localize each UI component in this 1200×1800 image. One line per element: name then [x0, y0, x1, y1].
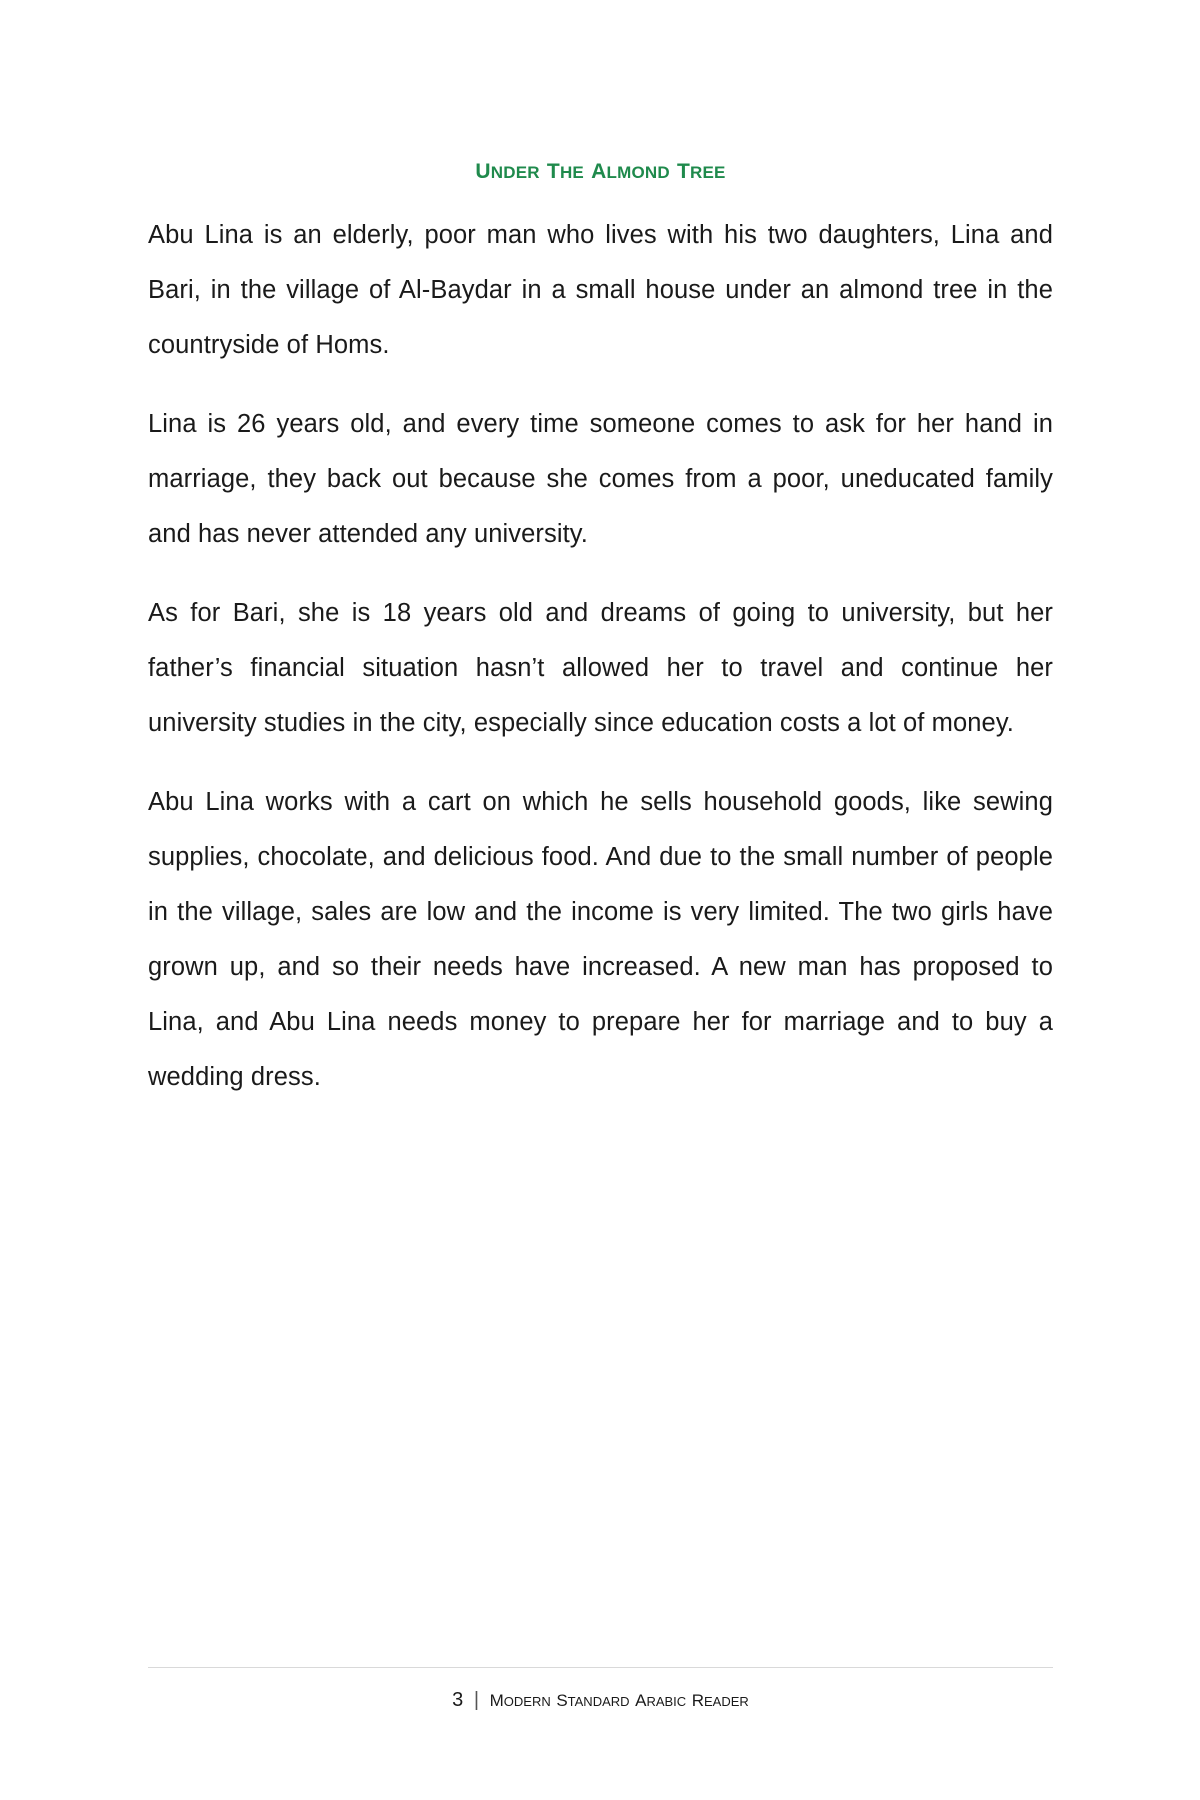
page-footer — [148, 1667, 1053, 1713]
paragraph: Abu Lina works with a cart on which he sells household goods, like sewing supplies, chocolate, and delicious food. And due to the small number of people in the village, sales are low and the income is very limited. The two girls have grown up, and so their needs have increased. A new man has proposed to Lina, and Abu Lina needs money to prepare her for marriage and to buy a wedding dress. — [148, 788, 1053, 1091]
footer-separator: | — [473, 1689, 480, 1711]
paragraph: Lina is 26 years old, and every time someone comes to ask for her hand in marriage, they back out because she comes from a poor, uneducated family and has never attended any university. — [148, 410, 1053, 548]
footer-content — [148, 1668, 1053, 1713]
paragraph: As for Bari, she is 18 years old and dreams of going to university, but her father’s financial situation hasn’t allowed her to travel and continue her university studies in the city, especially since education costs a lot of money. — [148, 599, 1053, 737]
paragraph: Abu Lina is an elderly, poor man who lives with his two daughters, Lina and Bari, in the village of Al-Baydar in a small house under an almond tree in the countryside of Homs. — [148, 221, 1053, 359]
page-title: under the almond tree — [475, 152, 726, 185]
footer-book-title: modern standard arabic reader — [489, 1685, 749, 1712]
page-content — [148, 0, 1053, 1105]
page-number: 3 — [452, 1689, 464, 1711]
